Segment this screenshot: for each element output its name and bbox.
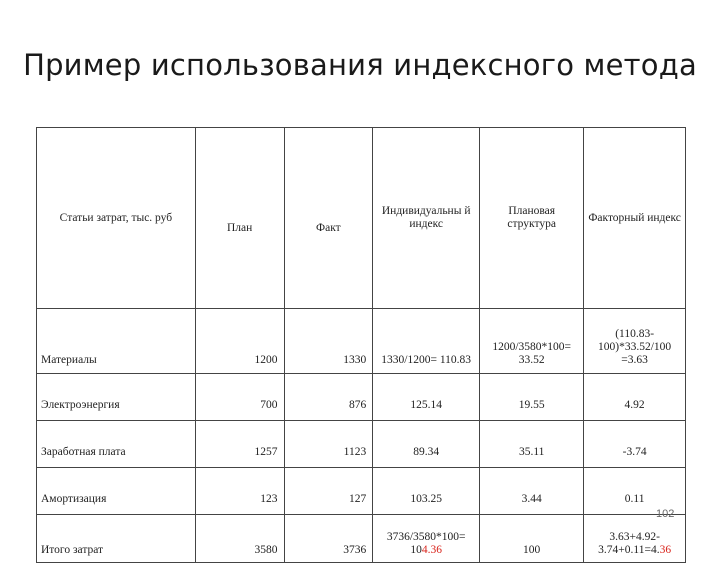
row-name: Электроэнергия [37,374,196,421]
row-name: Материалы [37,309,196,374]
plan-cell: 1200 [195,309,284,374]
plan-cell: 1257 [195,421,284,468]
planned-structure-cell: 100 [480,515,584,563]
plan-cell: 700 [195,374,284,421]
header-individual-index: Индивидуальны й индекс [373,128,480,309]
fact-cell: 3736 [284,515,373,563]
header-cost-items: Статьи затрат, тыс. руб [37,128,196,309]
fact-cell: 876 [284,374,373,421]
factor-index-cell: (110.83-100)*33.52/100 =3.63 [584,309,686,374]
table-row [37,374,686,421]
planned-structure-cell: 3.44 [480,468,584,515]
fact-cell: 1330 [284,309,373,374]
header-plan: План [195,128,284,309]
row-name: Заработная плата [37,421,196,468]
fact-cell: 127 [284,468,373,515]
factor-index-cell: 3.63+4.92-3.74+0.11=4.36 [584,515,686,563]
individual-index-cell: 89.34 [373,421,480,468]
individual-index-cell: 3736/3580*100= 104.36 [373,515,480,563]
planned-structure-cell: 35.11 [480,421,584,468]
factor-index-cell: 4.92 [584,374,686,421]
individual-index-cell: 125.14 [373,374,480,421]
planned-structure-cell: 1200/3580*100= 33.52 [480,309,584,374]
table-header-row [37,128,686,309]
page-number: 102 [656,508,675,520]
header-fact: Факт [284,128,373,309]
planned-structure-cell: 19.55 [480,374,584,421]
header-factor-index: Факторный индекс [584,128,686,309]
fact-cell: 1123 [284,421,373,468]
plan-cell: 123 [195,468,284,515]
highlighted-digits: 36 [659,544,672,556]
slide-title: Пример использования индексного метода [23,48,697,82]
header-planned-structure: Плановая структура [480,128,584,309]
table-row [37,421,686,468]
row-name: Итого затрат [37,515,196,563]
individual-index-cell: 103.25 [373,468,480,515]
plan-cell: 3580 [195,515,284,563]
factor-index-cell: 0.11 [584,468,686,515]
row-name: Амортизация [37,468,196,515]
table-row [37,309,686,374]
index-method-table [36,127,686,563]
table-row [37,468,686,515]
individual-index-cell: 1330/1200= 110.83 [373,309,480,374]
table-row-total [37,515,686,563]
factor-index-cell: -3.74 [584,421,686,468]
highlighted-digits: 4.36 [421,544,442,556]
